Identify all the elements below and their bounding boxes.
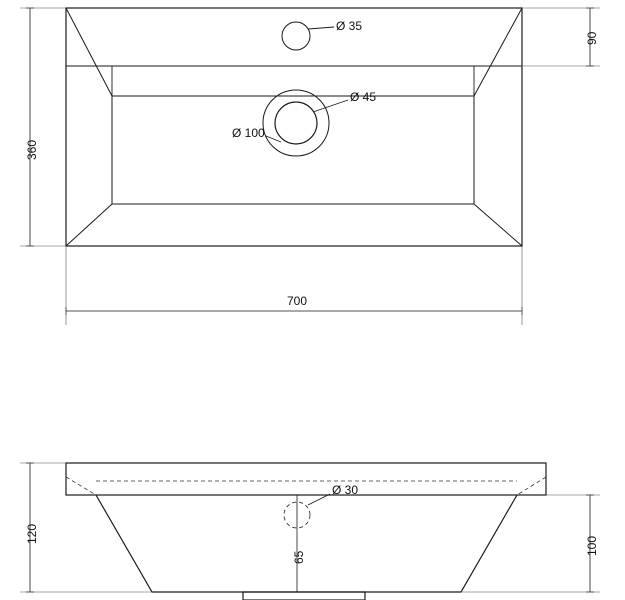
label-d45: Ø 45 <box>350 90 377 104</box>
top-view-outline <box>66 8 522 246</box>
label-d35: Ø 35 <box>336 19 363 33</box>
hidden-line-left <box>66 477 96 495</box>
front-view-top-slab <box>66 463 546 495</box>
bevel-line-bl <box>66 204 112 246</box>
drain-outer-circle <box>263 90 329 156</box>
front-view-bowl-profile <box>96 495 517 592</box>
label-d30: Ø 30 <box>332 483 359 497</box>
label-depth-360: 360 <box>25 139 39 160</box>
tap-hole-circle <box>282 22 310 50</box>
label-height-100: 100 <box>585 535 599 556</box>
label-height-120: 120 <box>25 523 39 544</box>
label-width-700: 700 <box>287 294 308 308</box>
front-view-waste-block <box>243 592 365 600</box>
leader-d35 <box>308 27 334 29</box>
drain-inner-circle <box>275 102 317 144</box>
bevel-line-tr <box>474 8 522 96</box>
label-rear-offset-90: 90 <box>585 31 599 45</box>
leader-d30 <box>308 494 330 505</box>
bevel-line-tl <box>66 8 112 96</box>
top-view-bowl <box>112 96 474 204</box>
label-d100: Ø 100 <box>232 126 265 140</box>
leader-d45 <box>313 100 348 112</box>
label-overflow-65: 65 <box>292 550 306 564</box>
hidden-line-right <box>517 477 546 495</box>
bevel-line-br <box>474 204 522 246</box>
